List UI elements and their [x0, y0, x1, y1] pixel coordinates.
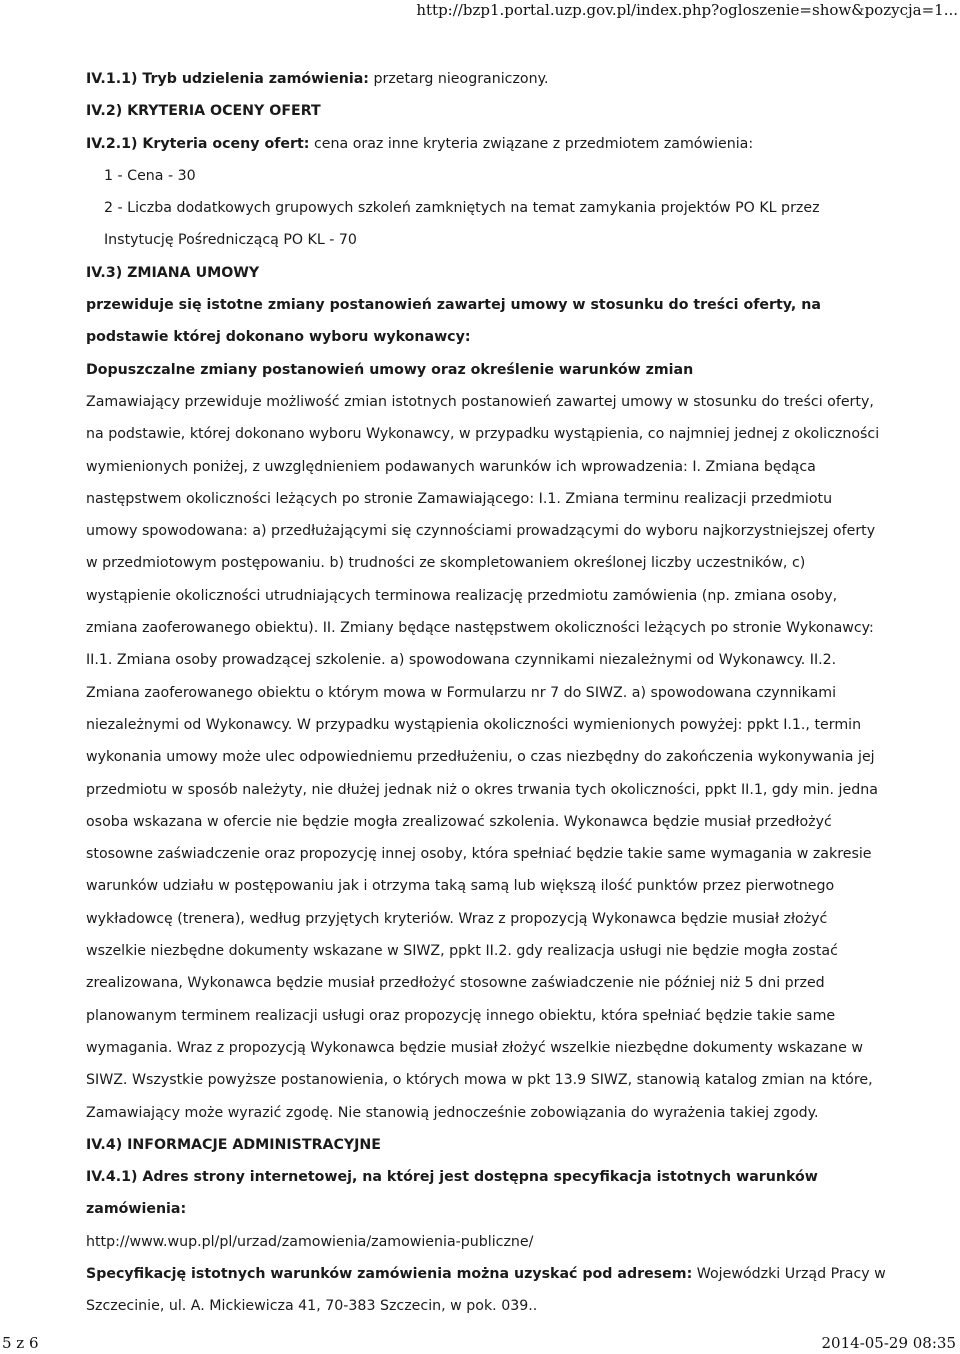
tryb-value: przetarg nieograniczony.	[373, 71, 549, 87]
print-datetime: 2014-05-29 08:35	[821, 1334, 956, 1352]
page-number: 5 z 6	[2, 1334, 39, 1352]
criterion-1: 1 - Cena - 30	[104, 167, 196, 184]
adres-url-link[interactable]: http://www.wup.pl/pl/urzad/zamowienia/zamowienia-publiczne/	[86, 1233, 534, 1250]
zmiana-subheading: Dopuszczalne zmiany postanowień umowy oraz określenie warunków zmian	[86, 361, 694, 378]
kryteria-heading: IV.2) KRYTERIA OCENY OFERT	[86, 103, 321, 120]
spec-label: Specyfikację istotnych warunków zamówienia można uzyskać pod adresem:	[86, 1265, 693, 1282]
spec-paragraph	[86, 1258, 886, 1323]
kryteria-label: IV.2.1) Kryteria oceny ofert:	[86, 135, 310, 152]
page-url-header: http://bzp1.portal.uzp.gov.pl/index.php?ogloszenie=show&pozycja=1...	[416, 1, 958, 19]
criterion-2: 2 - Liczba dodatkowych grupowych szkoleń zamkniętych na temat zamykania projektów PO KL przez Instytucję Pośredniczącą PO KL - 70	[104, 200, 820, 249]
kryteria-value: cena oraz inne kryteria związane z przedmiotem zamówienia:	[313, 135, 754, 152]
document-content	[86, 63, 886, 1323]
zmiana-bold-text: przewiduje się istotne zmiany postanowień zawartej umowy w stosunku do treści oferty, na podstawie której dokonano wyboru wykonawcy:	[86, 297, 821, 346]
kryteria-paragraph	[86, 128, 886, 160]
tryb-paragraph	[86, 63, 886, 95]
spec-value: Wojewódzki Urząd Pracy w Szczecinie, ul. A. Mickiewicza 41, 70-383 Szczecin, w pok. 039..	[86, 1265, 886, 1315]
info-heading: IV.4) INFORMACJE ADMINISTRACYJNE	[86, 1136, 381, 1153]
zmiana-heading: IV.3) ZMIANA UMOWY	[86, 264, 260, 281]
tryb-label: IV.1.1) Tryb udzielenia zamówienia:	[86, 71, 369, 87]
zmiana-body: Zamawiający przewiduje możliwość zmian istotnych postanowień zawartej umowy w stosunku do treści oferty, na podstawie, której dokonano wyboru Wykonawcy, w przypadku wystąpienia, co najmniej jednej z okoliczności wymienionych poniżej, z uwzględnieniem podawanych warunków ich wprowadzenia: I. Zmiana będąca następstwem okoliczności leżących po stronie Zamawiającego: I.1. Zmiana terminu realizacji przedmiotu umowy spowodowana: a) przedłużającymi się czynnościami prowadzącymi do wyboru najkorzystniejszej oferty w przedmiotowym postępowaniu. b) trudności ze skompletowaniem określonej liczby uczestników, c) wystąpienie okoliczności utrudniających terminowa realizację przedmiotu zamówienia (np. zmiana osoby, zmiana zaoferowanego obiektu). II. Zmiany będące następstwem okoliczności leżących po stronie Wykonawcy: II.1. Zmiana osoby prowadzącej szkolenie. a) spowodowana czynnikami niezależnymi od Wykonawcy. II.2. Zmiana zaoferowanego obiektu o którym mowa w Formularzu nr 7 do SIWZ. a) spowodowana czynnikami niezależnymi od Wykonawcy. W przypadku wystąpienia okoliczności wymienionych powyżej: ppkt I.1., termin wykonania umowy może ulec odpowiedniemu przedłużeniu, o czas niezbędny do zakończenia wykonywania jej przedmiotu w sposób należyty, nie dłużej jednak niż o okres trwania tych okoliczności, ppkt II.1, gdy min. jedna osoba wskazana w ofercie nie będzie mogła zrealizować szkolenia. Wykonawca będzie musiał przedłożyć stosowne zaświadczenie oraz propozycję innej osoby, która spełniać będzie takie same wymagania w zakresie warunków udziału w postępowaniu jak i otrzyma taką samą lub większą ilość punktów przez pierwotnego wykładowcę (trenera), według przyjętych kryteriów. Wraz z propozycją Wykonawca będzie musiał złożyć wszelkie niezbędne dokumenty wskazane w SIWZ, ppkt II.2. gdy realizacja usługi nie będzie mogła zostać zrealizowana, Wykonawca będzie musiał przedłożyć stosowne zaświadczenie nie później niż 5 dni przed planowanym terminem realizacji usługi oraz propozycję innego obiektu, która spełniać będzie takie same wymagania. Wraz z propozycją Wykonawca będzie musiał złożyć wszelkie niezbędne dokumenty wskazane w SIWZ. Wszystkie powyższe postanowienia, o których mowa w pkt 13.9 SIWZ, stanowią katalog zmian na które, Zamawiający może wyrazić zgodę. Nie stanowią jednocześnie zobowiązania do wyrażenia takiej zgody.	[86, 393, 880, 1121]
adres-label: IV.4.1) Adres strony internetowej, na której jest dostępna specyfikacja istotnych warunków zamówienia:	[86, 1169, 818, 1218]
